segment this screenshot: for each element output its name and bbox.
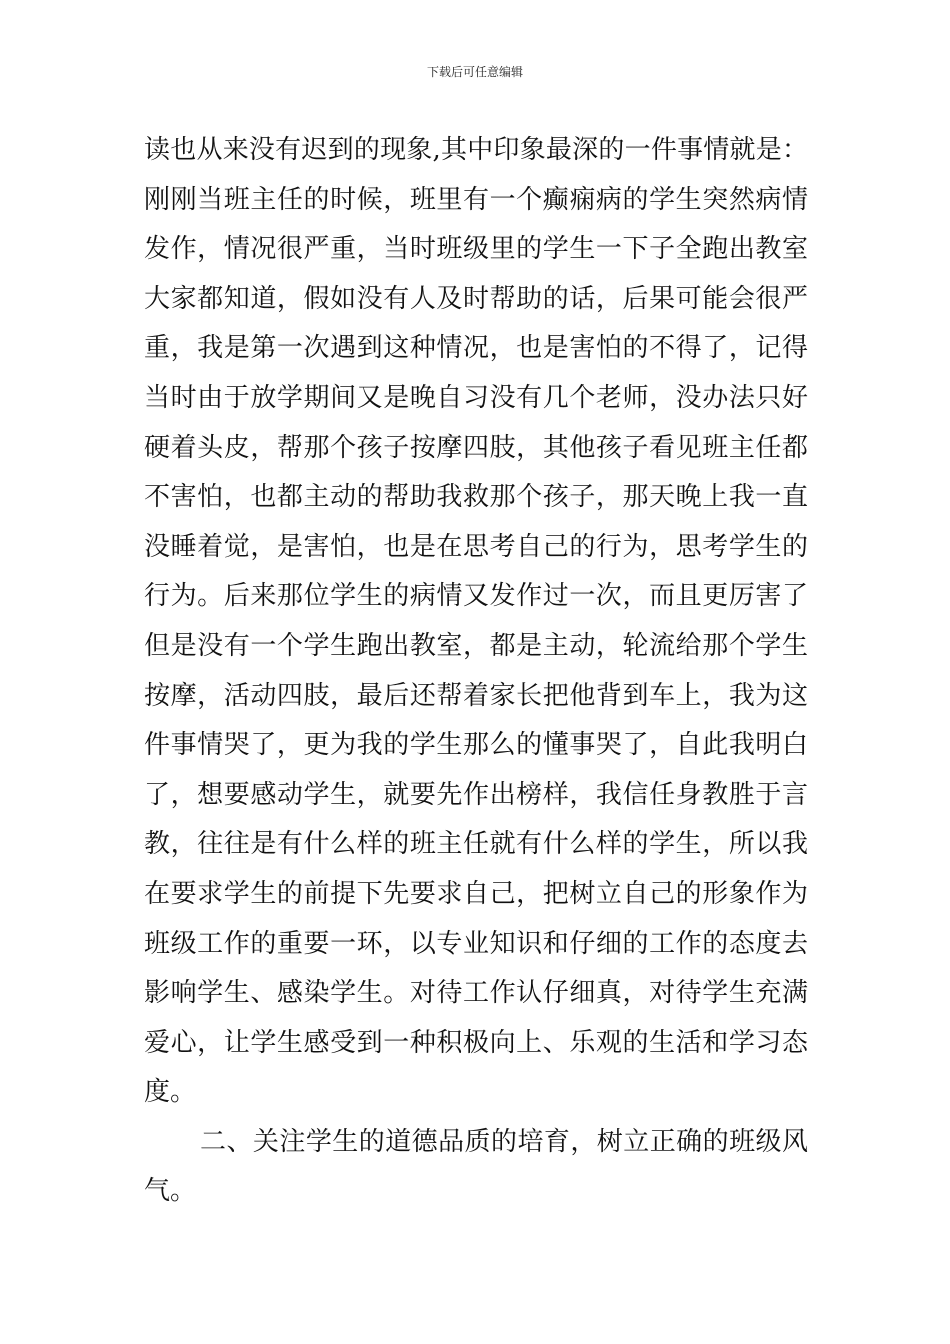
paragraph <box>144 1118 808 1217</box>
text-line: 按摩，活动四肢，最后还帮着家长把他背到车上，我为这 <box>144 680 808 711</box>
paragraph <box>144 126 808 1118</box>
text-line: 大家都知道，假如没有人及时帮助的话，后果可能会很严 <box>144 283 808 314</box>
text-line: 刚刚当班主任的时候，班里有一个癫痫病的学生突然病情 <box>144 184 808 215</box>
text-line: 读也从来没有迟到的现象,其中印象最深的一件事情就是： <box>144 135 808 165</box>
text-line: 重，我是第一次遇到这种情况，也是害怕的不得了，记得 <box>144 333 808 364</box>
text-line: 件事情哭了，更为我的学生那么的懂事哭了，自此我明白 <box>144 730 808 761</box>
text-line: 气。 <box>144 1176 197 1207</box>
text-line: 没睡着觉，是害怕，也是在思考自己的行为，思考学生的 <box>144 531 808 562</box>
document-body <box>144 126 808 1217</box>
text-line: 不害怕，也都主动的帮助我救那个孩子，那天晚上我一直 <box>144 482 808 513</box>
text-line: 行为。后来那位学生的病情又发作过一次，而且更厉害了 <box>144 581 808 612</box>
text-line: 了，想要感动学生，就要先作出榜样，我信任身教胜于言 <box>144 779 808 810</box>
text-line: 二、关注学生的道德品质的培育，树立正确的班级风 <box>200 1126 808 1157</box>
text-line: 爱心，让学生感受到一种积极向上、乐观的生活和学习态 <box>144 1027 808 1058</box>
text-line: 当时由于放学期间又是晚自习没有几个老师，没办法只好 <box>144 382 808 413</box>
text-line: 度。 <box>144 1077 197 1108</box>
text-line: 但是没有一个学生跑出教室，都是主动，轮流给那个学生 <box>144 630 808 661</box>
text-line: 硬着头皮，帮那个孩子按摩四肢，其他孩子看见班主任都 <box>144 432 808 463</box>
text-line: 教，往往是有什么样的班主任就有什么样的学生，所以我 <box>144 829 808 860</box>
text-line: 在要求学生的前提下先要求自己，把树立自己的形象作为 <box>144 878 808 909</box>
text-line: 发作，情况很严重，当时班级里的学生一下子全跑出教室 <box>144 234 808 265</box>
text-line: 班级工作的重要一环，以专业知识和仔细的工作的态度去 <box>144 928 808 959</box>
page-header: 下载后可任意编辑 <box>426 65 523 79</box>
text-line: 影响学生、感染学生。对待工作认仔细真，对待学生充满 <box>144 978 808 1009</box>
